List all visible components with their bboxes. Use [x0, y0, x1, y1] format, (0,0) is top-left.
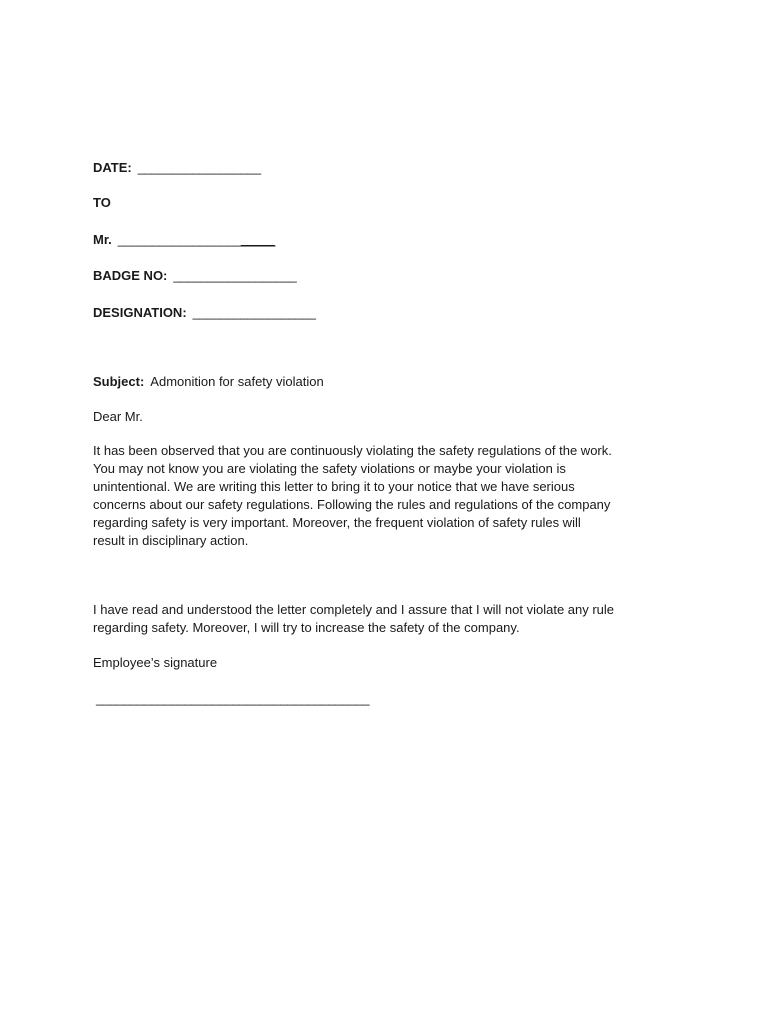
badge-label: BADGE NO:	[93, 268, 168, 283]
salutation: Dear Mr.	[93, 409, 143, 424]
signature-label: Employee’s signature	[93, 655, 218, 670]
mr-blank: __________________	[117, 232, 241, 247]
subject-line	[93, 373, 324, 391]
acknowledgement-line: regarding safety. Moreover, I will try to increase the safety of the company.	[93, 620, 520, 635]
acknowledgement-line: I have read and understood the letter completely and I assure that I will not violate any rule	[93, 602, 615, 617]
body-line: It has been observed that you are continuously violating the safety regulations of the work.	[93, 443, 612, 458]
date-field	[93, 159, 261, 177]
body-paragraph	[93, 442, 683, 550]
badge-blank: __________________	[173, 268, 297, 283]
mr-label: Mr.	[93, 232, 112, 247]
body-line: unintentional. We are writing this letter to bring it to your notice that we have serious	[93, 479, 575, 494]
body-line: regarding safety is very important. Moreover, the frequent violation of safety rules will	[93, 515, 581, 530]
mr-blank-extra: _____	[240, 232, 275, 247]
body-line: result in disciplinary action.	[93, 533, 249, 548]
subject-text: Admonition for safety violation	[150, 374, 324, 389]
acknowledgement-paragraph	[93, 601, 683, 637]
designation-label: DESIGNATION:	[93, 305, 187, 320]
designation-blank: __________________	[192, 305, 316, 320]
date-label: DATE:	[93, 160, 132, 175]
body-line: concerns about our safety regulations. Following the rules and regulations of the company	[93, 497, 611, 512]
date-blank: __________________	[137, 160, 261, 175]
signature-blank: ________________________________________	[96, 691, 370, 706]
badge-field	[93, 267, 296, 285]
designation-field	[93, 304, 316, 322]
to-label: TO	[93, 195, 111, 210]
body-line: You may not know you are violating the safety violations or maybe your violation is	[93, 461, 566, 476]
subject-label: Subject:	[93, 374, 145, 389]
recipient-name-field	[93, 231, 275, 249]
to-field	[93, 194, 111, 212]
